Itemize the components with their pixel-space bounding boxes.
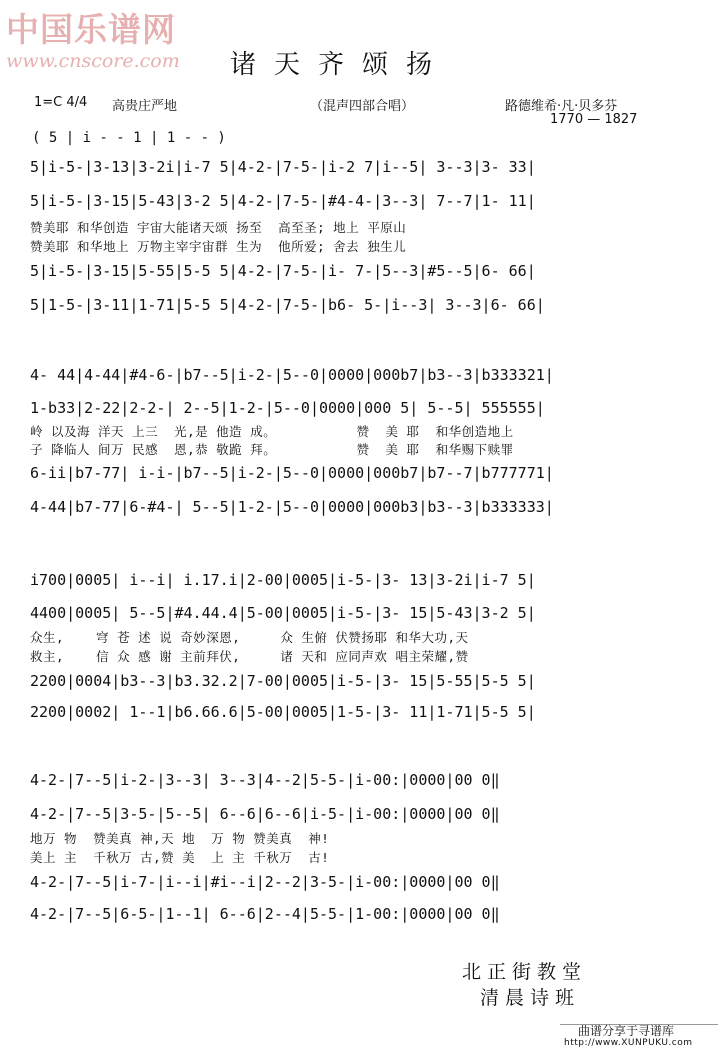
lyric-line: 众生, 穹 苍 述 说 奇妙深恩, 众 生俯 伏赞扬耶 和华大功,天 [30, 630, 469, 645]
footer-url-link[interactable]: http://www.XUNPUKU.com [564, 1038, 693, 1048]
composer-years: 1770 — 1827 [550, 112, 638, 127]
footer-share-text: 曲谱分享于寻谱库 [578, 1024, 675, 1038]
watermark-site-url: www.cnscore.com [6, 50, 180, 72]
score-line: 4-2-|7--5|i-2-|3--3| 3--3|4--2|5-5-|i-00:|0000|00 0‖ [30, 771, 500, 789]
lyric-line: 子 降临人 间万 民感 恩,恭 敬跪 拜。 赞 美 耶 和华赐下赎罪 [30, 442, 514, 457]
song-title: 诸天齐颂扬 [230, 50, 451, 80]
score-line: 4-2-|7--5|6-5-|1--1| 6--6|2--4|5-5-|1-00:|0000|00 0‖ [30, 905, 500, 923]
score-line: 2200|0002| 1--1|b6.66.6|5-00|0005|1-5-|3- 11|1-71|5-5 5| [30, 703, 536, 721]
lyric-line: 地万 物 赞美真 神,天 地 万 物 赞美真 神! [30, 831, 330, 846]
lyric-line: 赞美耶 和华创造 宇宙大能诸天颂 扬至 高至圣; 地上 平原山 [30, 220, 407, 235]
score-line: 5|i-5-|3-13|3-2i|i-7 5|4-2-|7-5-|i-2 7|i--5| 3--3|3- 33| [30, 158, 536, 176]
score-line: 5|i-5-|3-15|5-43|3-2 5|4-2-|7-5-|#4-4-|3--3| 7--7|1- 11| [30, 192, 536, 210]
lyric-line: 救主, 信 众 感 谢 主前拜伏, 诸 天和 应同声欢 唱主荣耀,赞 [30, 649, 469, 664]
score-line: 5|i-5-|3-15|5-55|5-5 5|4-2-|7-5-|i- 7-|5--3|#5--5|6- 66| [30, 262, 536, 280]
lyric-line: 美上 主 千秋万 古,赞 美 上 主 千秋万 古! [30, 850, 330, 865]
score-line: 4-2-|7--5|i-7-|i--i|#i--i|2--2|3-5-|i-00:|0000|00 0‖ [30, 873, 500, 891]
tempo-marking: 高贵庄严地 [112, 99, 178, 114]
lyric-line: 岭 以及海 洋天 上三 光,是 他造 成。 赞 美 耶 和华创造地上 [30, 424, 514, 439]
score-line: 4- 44|4-44|#4-6-|b7--5|i-2-|5--0|0000|000b7|b3--3|b333321| [30, 366, 554, 384]
score-line: 2200|0004|b3--3|b3.32.2|7-00|0005|i-5-|3- 15|5-55|5-5 5| [30, 672, 536, 690]
lyric-line: 赞美耶 和华地上 万物主宰宇宙群 生为 他所爱; 舍去 独生儿 [30, 239, 407, 254]
score-line: 4-2-|7--5|3-5-|5--5| 6--6|6--6|i-5-|i-00:|0000|00 0‖ [30, 805, 500, 823]
composer-name: 路德维希·凡·贝多芬 [505, 99, 618, 114]
watermark-site-name: 中国乐谱网 [6, 10, 176, 49]
score-line: 4-44|b7-77|6-#4-| 5--5|1-2-|5--0|0000|000b3|b3--3|b333333| [30, 498, 554, 516]
credit-choir: 清晨诗班 [480, 987, 581, 1009]
credit-church: 北正街教堂 [462, 961, 588, 983]
intro-notation: ( 5 | i - - 1 | 1 - - ) [32, 130, 226, 146]
score-line: 5|1-5-|3-11|1-71|5-5 5|4-2-|7-5-|b6- 5-|i--3| 3--3|6- 66| [30, 296, 545, 314]
form-description: （混声四部合唱） [310, 99, 415, 114]
score-line: i700|0005| i--i| i.17.i|2-00|0005|i-5-|3- 13|3-2i|i-7 5| [30, 571, 536, 589]
score-line: 4400|0005| 5--5|#4.44.4|5-00|0005|i-5-|3- 15|5-43|3-2 5| [30, 604, 536, 622]
score-line: 6-ii|b7-77| i-i-|b7--5|i-2-|5--0|0000|000b7|b7--7|b777771| [30, 464, 554, 482]
score-line: 1-b33|2-22|2-2-| 2--5|1-2-|5--0|0000|000 5| 5--5| 555555| [30, 399, 545, 417]
key-signature: 1=C 4/4 [34, 95, 88, 110]
